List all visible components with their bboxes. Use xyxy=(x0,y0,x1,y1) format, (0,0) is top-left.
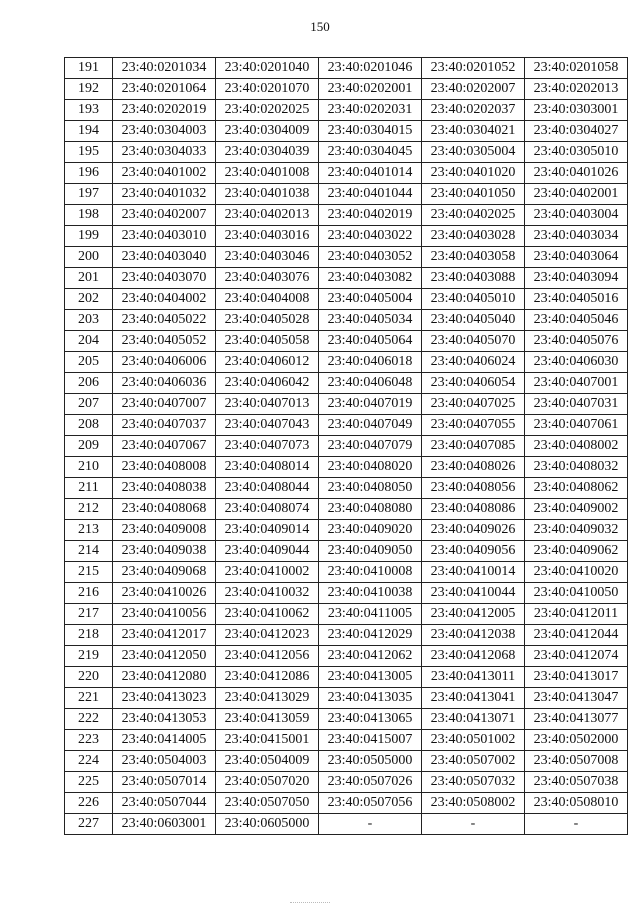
cadastral-number-cell: 23:40:0401020 xyxy=(422,163,525,184)
cadastral-number-cell: 23:40:0412017 xyxy=(113,625,216,646)
table-row xyxy=(65,793,628,814)
cadastral-number-cell: 23:40:0501002 xyxy=(422,730,525,751)
cadastral-number-cell: 23:40:0405010 xyxy=(422,289,525,310)
cadastral-number-cell: 23:40:0407073 xyxy=(216,436,319,457)
row-number-cell: 193 xyxy=(65,100,113,121)
row-number-cell: 208 xyxy=(65,415,113,436)
row-number-cell: 200 xyxy=(65,247,113,268)
cadastral-number-cell: 23:40:0404008 xyxy=(216,289,319,310)
row-number-cell: 204 xyxy=(65,331,113,352)
cadastral-number-cell: 23:40:0507032 xyxy=(422,772,525,793)
cadastral-number-cell: 23:40:0405076 xyxy=(525,331,628,352)
cadastral-number-cell: 23:40:0410002 xyxy=(216,562,319,583)
cadastral-number-cell: 23:40:0413035 xyxy=(319,688,422,709)
cadastral-number-cell: 23:40:0413029 xyxy=(216,688,319,709)
cadastral-number-cell: 23:40:0412062 xyxy=(319,646,422,667)
cadastral-number-cell: 23:40:0412068 xyxy=(422,646,525,667)
cadastral-number-cell: 23:40:0201034 xyxy=(113,58,216,79)
cadastral-number-cell: 23:40:0403076 xyxy=(216,268,319,289)
cadastral-number-cell: 23:40:0507008 xyxy=(525,751,628,772)
cadastral-number-cell: 23:40:0410008 xyxy=(319,562,422,583)
cadastral-number-cell: 23:40:0407067 xyxy=(113,436,216,457)
cadastral-number-cell: 23:40:0201040 xyxy=(216,58,319,79)
cadastral-number-cell: 23:40:0305004 xyxy=(422,142,525,163)
table-row xyxy=(65,247,628,268)
cadastral-number-cell: 23:40:0407055 xyxy=(422,415,525,436)
table-row xyxy=(65,58,628,79)
cadastral-number-cell: 23:40:0412023 xyxy=(216,625,319,646)
cadastral-number-cell: 23:40:0201058 xyxy=(525,58,628,79)
table-row xyxy=(65,541,628,562)
cadastral-number-cell: 23:40:0304045 xyxy=(319,142,422,163)
cadastral-number-cell: 23:40:0405040 xyxy=(422,310,525,331)
cadastral-number-cell: 23:40:0405058 xyxy=(216,331,319,352)
cadastral-number-cell: - xyxy=(422,814,525,835)
cadastral-number-cell: 23:40:0507050 xyxy=(216,793,319,814)
row-number-cell: 213 xyxy=(65,520,113,541)
cadastral-number-cell: 23:40:0406042 xyxy=(216,373,319,394)
cadastral-number-cell: 23:40:0507014 xyxy=(113,772,216,793)
cadastral-number-cell: 23:40:0410056 xyxy=(113,604,216,625)
cadastral-number-cell: 23:40:0408062 xyxy=(525,478,628,499)
cadastral-number-cell: 23:40:0403082 xyxy=(319,268,422,289)
cadastral-number-cell: 23:40:0413041 xyxy=(422,688,525,709)
cadastral-number-cell: 23:40:0413059 xyxy=(216,709,319,730)
cadastral-number-cell: 23:40:0508010 xyxy=(525,793,628,814)
table-row xyxy=(65,268,628,289)
cadastral-number-cell: 23:40:0401026 xyxy=(525,163,628,184)
cadastral-number-cell: 23:40:0412044 xyxy=(525,625,628,646)
table-row xyxy=(65,457,628,478)
cadastral-number-cell: 23:40:0409020 xyxy=(319,520,422,541)
row-number-cell: 215 xyxy=(65,562,113,583)
cadastral-number-cell: 23:40:0402019 xyxy=(319,205,422,226)
row-number-cell: 203 xyxy=(65,310,113,331)
cadastral-number-cell: 23:40:0408056 xyxy=(422,478,525,499)
cadastral-number-cell: 23:40:0504003 xyxy=(113,751,216,772)
cadastral-number-cell: 23:40:0402025 xyxy=(422,205,525,226)
cadastral-number-cell: 23:40:0410062 xyxy=(216,604,319,625)
cadastral-number-cell: 23:40:0202019 xyxy=(113,100,216,121)
cadastral-number-cell: 23:40:0409056 xyxy=(422,541,525,562)
row-number-cell: 202 xyxy=(65,289,113,310)
cadastral-number-cell: 23:40:0408020 xyxy=(319,457,422,478)
cadastral-number-cell: 23:40:0403064 xyxy=(525,247,628,268)
cadastral-quarters-table xyxy=(64,57,628,835)
table-row xyxy=(65,499,628,520)
table-row xyxy=(65,142,628,163)
table-row xyxy=(65,772,628,793)
table-row xyxy=(65,646,628,667)
cadastral-number-cell: 23:40:0410050 xyxy=(525,583,628,604)
row-number-cell: 212 xyxy=(65,499,113,520)
row-number-cell: 218 xyxy=(65,625,113,646)
cadastral-number-cell: 23:40:0407025 xyxy=(422,394,525,415)
cadastral-number-cell: 23:40:0413065 xyxy=(319,709,422,730)
cadastral-number-cell: 23:40:0405052 xyxy=(113,331,216,352)
cadastral-number-cell: - xyxy=(525,814,628,835)
row-number-cell: 205 xyxy=(65,352,113,373)
cadastral-number-cell: 23:40:0407079 xyxy=(319,436,422,457)
cadastral-number-cell: 23:40:0403034 xyxy=(525,226,628,247)
table-row xyxy=(65,100,628,121)
cadastral-number-cell: 23:40:0407049 xyxy=(319,415,422,436)
table-row xyxy=(65,205,628,226)
cadastral-number-cell: 23:40:0406030 xyxy=(525,352,628,373)
cadastral-number-cell: 23:40:0406018 xyxy=(319,352,422,373)
cadastral-number-cell: 23:40:0414005 xyxy=(113,730,216,751)
cadastral-number-cell: 23:40:0410032 xyxy=(216,583,319,604)
cadastral-number-cell: 23:40:0408086 xyxy=(422,499,525,520)
cadastral-number-cell: 23:40:0507002 xyxy=(422,751,525,772)
cadastral-number-cell: 23:40:0410020 xyxy=(525,562,628,583)
cadastral-number-cell: 23:40:0603001 xyxy=(113,814,216,835)
cadastral-number-cell: 23:40:0409014 xyxy=(216,520,319,541)
table-row xyxy=(65,373,628,394)
cadastral-number-cell: 23:40:0504009 xyxy=(216,751,319,772)
cadastral-number-cell: 23:40:0304039 xyxy=(216,142,319,163)
cadastral-number-cell: 23:40:0202037 xyxy=(422,100,525,121)
cadastral-number-cell: 23:40:0202031 xyxy=(319,100,422,121)
cadastral-number-cell: 23:40:0413005 xyxy=(319,667,422,688)
cadastral-number-cell: 23:40:0408032 xyxy=(525,457,628,478)
table-row xyxy=(65,520,628,541)
cadastral-number-cell: 23:40:0507056 xyxy=(319,793,422,814)
cadastral-number-cell: 23:40:0202025 xyxy=(216,100,319,121)
table-row xyxy=(65,289,628,310)
cadastral-number-cell: 23:40:0409050 xyxy=(319,541,422,562)
cadastral-number-cell: 23:40:0304021 xyxy=(422,121,525,142)
table-row xyxy=(65,688,628,709)
table-row xyxy=(65,79,628,100)
cadastral-number-cell: 23:40:0401044 xyxy=(319,184,422,205)
row-number-cell: 225 xyxy=(65,772,113,793)
cadastral-number-cell: 23:40:0405064 xyxy=(319,331,422,352)
table-row xyxy=(65,436,628,457)
cadastral-number-cell: 23:40:0502000 xyxy=(525,730,628,751)
row-number-cell: 209 xyxy=(65,436,113,457)
cadastral-number-cell: 23:40:0407019 xyxy=(319,394,422,415)
cadastral-number-cell: 23:40:0507038 xyxy=(525,772,628,793)
cadastral-number-cell: 23:40:0409038 xyxy=(113,541,216,562)
cadastral-number-cell: 23:40:0407037 xyxy=(113,415,216,436)
cadastral-number-cell: 23:40:0410044 xyxy=(422,583,525,604)
cadastral-number-cell: 23:40:0304027 xyxy=(525,121,628,142)
row-number-cell: 194 xyxy=(65,121,113,142)
cadastral-number-cell: 23:40:0401014 xyxy=(319,163,422,184)
cadastral-number-cell: 23:40:0409032 xyxy=(525,520,628,541)
cadastral-number-cell: 23:40:0413017 xyxy=(525,667,628,688)
cadastral-number-cell: 23:40:0507044 xyxy=(113,793,216,814)
cadastral-number-cell: 23:40:0405034 xyxy=(319,310,422,331)
cadastral-number-cell: 23:40:0304033 xyxy=(113,142,216,163)
table-row xyxy=(65,751,628,772)
table-row xyxy=(65,709,628,730)
cadastral-number-cell: 23:40:0305010 xyxy=(525,142,628,163)
cadastral-number-cell: 23:40:0412050 xyxy=(113,646,216,667)
row-number-cell: 223 xyxy=(65,730,113,751)
row-number-cell: 199 xyxy=(65,226,113,247)
cadastral-number-cell: 23:40:0303001 xyxy=(525,100,628,121)
cadastral-number-cell: 23:40:0403052 xyxy=(319,247,422,268)
row-number-cell: 201 xyxy=(65,268,113,289)
row-number-cell: 214 xyxy=(65,541,113,562)
cadastral-number-cell: 23:40:0405028 xyxy=(216,310,319,331)
cadastral-number-cell: 23:40:0507020 xyxy=(216,772,319,793)
cadastral-number-cell: 23:40:0409002 xyxy=(525,499,628,520)
cadastral-number-cell: 23:40:0408008 xyxy=(113,457,216,478)
cadastral-number-cell: 23:40:0304009 xyxy=(216,121,319,142)
cadastral-number-cell: 23:40:0201070 xyxy=(216,79,319,100)
row-number-cell: 198 xyxy=(65,205,113,226)
table-row xyxy=(65,478,628,499)
cadastral-number-cell: 23:40:0411005 xyxy=(319,604,422,625)
cadastral-number-cell: - xyxy=(319,814,422,835)
cadastral-number-cell: 23:40:0407001 xyxy=(525,373,628,394)
table-row xyxy=(65,331,628,352)
cadastral-number-cell: 23:40:0408044 xyxy=(216,478,319,499)
cadastral-number-cell: 23:40:0410038 xyxy=(319,583,422,604)
row-number-cell: 220 xyxy=(65,667,113,688)
cadastral-number-cell: 23:40:0406036 xyxy=(113,373,216,394)
cadastral-number-cell: 23:40:0402013 xyxy=(216,205,319,226)
cadastral-number-cell: 23:40:0403094 xyxy=(525,268,628,289)
cadastral-number-cell: 23:40:0412005 xyxy=(422,604,525,625)
row-number-cell: 226 xyxy=(65,793,113,814)
cadastral-number-cell: 23:40:0401038 xyxy=(216,184,319,205)
cadastral-number-cell: 23:40:0407007 xyxy=(113,394,216,415)
row-number-cell: 216 xyxy=(65,583,113,604)
table-row xyxy=(65,226,628,247)
cadastral-number-cell: 23:40:0412038 xyxy=(422,625,525,646)
table-row xyxy=(65,604,628,625)
cadastral-number-cell: 23:40:0402001 xyxy=(525,184,628,205)
cadastral-number-cell: 23:40:0407085 xyxy=(422,436,525,457)
cadastral-number-cell: 23:40:0405022 xyxy=(113,310,216,331)
cadastral-number-cell: 23:40:0409068 xyxy=(113,562,216,583)
cadastral-number-cell: 23:40:0403088 xyxy=(422,268,525,289)
cadastral-number-cell: 23:40:0410026 xyxy=(113,583,216,604)
cadastral-number-cell: 23:40:0407013 xyxy=(216,394,319,415)
row-number-cell: 224 xyxy=(65,751,113,772)
cadastral-number-cell: 23:40:0408014 xyxy=(216,457,319,478)
cadastral-number-cell: 23:40:0401008 xyxy=(216,163,319,184)
table-row xyxy=(65,583,628,604)
cadastral-number-cell: 23:40:0412074 xyxy=(525,646,628,667)
cadastral-number-cell: 23:40:0413047 xyxy=(525,688,628,709)
table-row xyxy=(65,667,628,688)
cadastral-number-cell: 23:40:0405046 xyxy=(525,310,628,331)
cadastral-number-cell: 23:40:0304003 xyxy=(113,121,216,142)
cadastral-number-cell: 23:40:0404002 xyxy=(113,289,216,310)
table-body xyxy=(65,58,628,835)
cadastral-number-cell: 23:40:0415007 xyxy=(319,730,422,751)
page-number: 150 xyxy=(310,19,330,34)
row-number-cell: 207 xyxy=(65,394,113,415)
row-number-cell: 211 xyxy=(65,478,113,499)
table-row xyxy=(65,352,628,373)
cadastral-number-cell: 23:40:0408074 xyxy=(216,499,319,520)
cadastral-number-cell: 23:40:0403040 xyxy=(113,247,216,268)
table-row xyxy=(65,163,628,184)
cadastral-number-cell: 23:40:0401032 xyxy=(113,184,216,205)
cadastral-number-cell: 23:40:0403004 xyxy=(525,205,628,226)
cadastral-number-cell: 23:40:0403010 xyxy=(113,226,216,247)
cadastral-number-cell: 23:40:0408050 xyxy=(319,478,422,499)
cadastral-number-cell: 23:40:0413071 xyxy=(422,709,525,730)
table-row xyxy=(65,415,628,436)
cadastral-number-cell: 23:40:0406054 xyxy=(422,373,525,394)
cadastral-number-cell: 23:40:0505000 xyxy=(319,751,422,772)
row-number-cell: 197 xyxy=(65,184,113,205)
cadastral-number-cell: 23:40:0405004 xyxy=(319,289,422,310)
table-row xyxy=(65,562,628,583)
row-number-cell: 217 xyxy=(65,604,113,625)
row-number-cell: 210 xyxy=(65,457,113,478)
cadastral-number-cell: 23:40:0409008 xyxy=(113,520,216,541)
scan-artifact xyxy=(290,902,330,904)
cadastral-number-cell: 23:40:0413023 xyxy=(113,688,216,709)
row-number-cell: 227 xyxy=(65,814,113,835)
cadastral-number-cell: 23:40:0407031 xyxy=(525,394,628,415)
row-number-cell: 196 xyxy=(65,163,113,184)
table-row xyxy=(65,121,628,142)
cadastral-number-cell: 23:40:0405016 xyxy=(525,289,628,310)
cadastral-number-cell: 23:40:0202007 xyxy=(422,79,525,100)
cadastral-number-cell: 23:40:0413077 xyxy=(525,709,628,730)
cadastral-number-cell: 23:40:0412080 xyxy=(113,667,216,688)
cadastral-number-cell: 23:40:0403022 xyxy=(319,226,422,247)
cadastral-number-cell: 23:40:0507026 xyxy=(319,772,422,793)
row-number-cell: 221 xyxy=(65,688,113,709)
cadastral-number-cell: 23:40:0403016 xyxy=(216,226,319,247)
table-row xyxy=(65,814,628,835)
cadastral-number-cell: 23:40:0408038 xyxy=(113,478,216,499)
cadastral-number-cell: 23:40:0410014 xyxy=(422,562,525,583)
cadastral-number-cell: 23:40:0415001 xyxy=(216,730,319,751)
cadastral-number-cell: 23:40:0605000 xyxy=(216,814,319,835)
cadastral-number-cell: 23:40:0201052 xyxy=(422,58,525,79)
cadastral-number-cell: 23:40:0407043 xyxy=(216,415,319,436)
cadastral-number-cell: 23:40:0412011 xyxy=(525,604,628,625)
cadastral-number-cell: 23:40:0407061 xyxy=(525,415,628,436)
row-number-cell: 222 xyxy=(65,709,113,730)
cadastral-number-cell: 23:40:0508002 xyxy=(422,793,525,814)
row-number-cell: 195 xyxy=(65,142,113,163)
cadastral-number-cell: 23:40:0409062 xyxy=(525,541,628,562)
cadastral-number-cell: 23:40:0202013 xyxy=(525,79,628,100)
cadastral-number-cell: 23:40:0403046 xyxy=(216,247,319,268)
row-number-cell: 219 xyxy=(65,646,113,667)
cadastral-number-cell: 23:40:0403028 xyxy=(422,226,525,247)
cadastral-number-cell: 23:40:0401050 xyxy=(422,184,525,205)
cadastral-number-cell: 23:40:0201064 xyxy=(113,79,216,100)
table-row xyxy=(65,394,628,415)
cadastral-number-cell: 23:40:0408002 xyxy=(525,436,628,457)
cadastral-number-cell: 23:40:0413011 xyxy=(422,667,525,688)
cadastral-number-cell: 23:40:0406006 xyxy=(113,352,216,373)
row-number-cell: 192 xyxy=(65,79,113,100)
cadastral-number-cell: 23:40:0412056 xyxy=(216,646,319,667)
cadastral-number-cell: 23:40:0403070 xyxy=(113,268,216,289)
cadastral-number-cell: 23:40:0406048 xyxy=(319,373,422,394)
cadastral-number-cell: 23:40:0408080 xyxy=(319,499,422,520)
cadastral-number-cell: 23:40:0202001 xyxy=(319,79,422,100)
row-number-cell: 206 xyxy=(65,373,113,394)
table-row xyxy=(65,625,628,646)
cadastral-number-cell: 23:40:0403058 xyxy=(422,247,525,268)
cadastral-number-cell: 23:40:0412029 xyxy=(319,625,422,646)
cadastral-number-cell: 23:40:0201046 xyxy=(319,58,422,79)
cadastral-number-cell: 23:40:0409044 xyxy=(216,541,319,562)
cadastral-number-cell: 23:40:0412086 xyxy=(216,667,319,688)
table-row xyxy=(65,730,628,751)
table-row xyxy=(65,310,628,331)
cadastral-number-cell: 23:40:0408026 xyxy=(422,457,525,478)
cadastral-number-cell: 23:40:0406012 xyxy=(216,352,319,373)
table-row xyxy=(65,184,628,205)
cadastral-number-cell: 23:40:0409026 xyxy=(422,520,525,541)
cadastral-number-cell: 23:40:0304015 xyxy=(319,121,422,142)
cadastral-number-cell: 23:40:0405070 xyxy=(422,331,525,352)
cadastral-number-cell: 23:40:0408068 xyxy=(113,499,216,520)
cadastral-number-cell: 23:40:0401002 xyxy=(113,163,216,184)
cadastral-number-cell: 23:40:0402007 xyxy=(113,205,216,226)
cadastral-number-cell: 23:40:0406024 xyxy=(422,352,525,373)
cadastral-number-cell: 23:40:0413053 xyxy=(113,709,216,730)
row-number-cell: 191 xyxy=(65,58,113,79)
